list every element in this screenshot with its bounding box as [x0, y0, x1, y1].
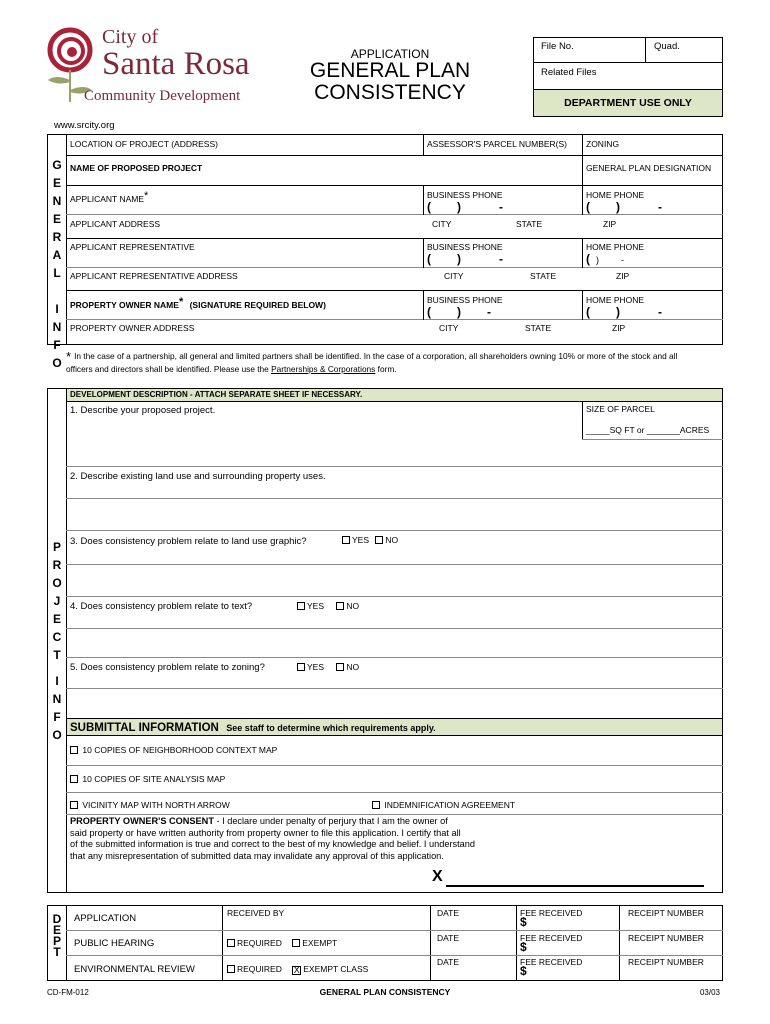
logo-santa-rosa: Santa Rosa — [102, 46, 250, 82]
exempt-class-label: EXEMPT CLASS — [303, 964, 369, 974]
checkbox-icon[interactable] — [297, 602, 305, 610]
owner-address-field[interactable]: PROPERTY OWNER ADDRESS — [70, 323, 195, 333]
dept-side-letter: D — [52, 912, 62, 926]
checkbox-icon[interactable] — [70, 801, 78, 809]
form-date: 03/03 — [699, 988, 720, 997]
yes-label: YES — [307, 662, 325, 672]
paren-open: ( — [427, 305, 431, 319]
submittal-header — [67, 719, 722, 735]
q4-options — [297, 601, 359, 611]
checkbox-icon[interactable] — [292, 939, 300, 947]
applicant-name-label: APPLICANT NAME — [70, 194, 145, 204]
checked-checkbox-icon[interactable]: X — [293, 965, 300, 975]
location-field[interactable]: LOCATION OF PROJECT (ADDRESS) — [70, 139, 218, 149]
fee-dollar[interactable]: $ — [520, 964, 527, 978]
home-phone-label: HOME PHONE — [586, 295, 645, 305]
consent-line-3: that any misrepresentation of submitted data may invalidate any approval of this application. — [70, 850, 444, 861]
business-phone-label: BUSINESS PHONE — [427, 190, 503, 200]
checkbox-icon[interactable] — [70, 746, 78, 754]
city-label: CITY — [432, 219, 452, 229]
no-label: NO — [385, 535, 399, 545]
zip-label: ZIP — [612, 323, 626, 333]
consent-line-0: - I declare under penalty of perjury that I am the owner of — [213, 816, 448, 826]
state-label: STATE — [525, 323, 552, 333]
paren-close: ) — [616, 305, 620, 319]
fee-received-label: FEE RECEIVED — [520, 908, 583, 918]
checkbox-icon[interactable] — [227, 939, 235, 947]
applicant-address-field[interactable]: APPLICANT ADDRESS — [70, 219, 161, 229]
no-label: NO — [346, 601, 360, 611]
owner-name-field[interactable] — [70, 296, 326, 310]
state-label: STATE — [516, 219, 543, 229]
general-info-side-label — [50, 156, 64, 372]
fee-received-label: FEE RECEIVED — [520, 957, 583, 967]
yes-label: YES — [352, 535, 370, 545]
req2-label: 10 COPIES OF SITE ANALYSIS MAP — [82, 774, 226, 784]
receipt-number-label[interactable]: RECEIPT NUMBER — [628, 957, 704, 967]
home-phone-label: HOME PHONE — [586, 190, 645, 200]
fee-received-label: FEE RECEIVED — [520, 933, 583, 943]
dept-side-letter: P — [52, 934, 61, 948]
footnote-line2: officers and directors shall be identified. Please use the — [66, 364, 272, 374]
website: www.srcity.org — [54, 120, 115, 131]
gp-designation-field[interactable]: GENERAL PLAN DESIGNATION — [586, 163, 712, 173]
general-side-letter: N — [52, 194, 62, 208]
project-side-letter: E — [52, 612, 61, 626]
project-side-label-top — [50, 538, 64, 664]
owner-home-phone[interactable] — [586, 305, 716, 319]
owner-sig-note: (SIGNATURE REQUIRED BELOW) — [189, 300, 326, 310]
requirement-site-analysis-map[interactable] — [70, 774, 225, 784]
project-side-letter: P — [52, 540, 61, 554]
paren-close: ) — [457, 200, 461, 214]
dash: - — [499, 200, 503, 214]
q5-options — [297, 662, 359, 672]
required-label: REQUIRED — [237, 964, 282, 974]
partnership-footnote — [66, 350, 726, 375]
owner-name-label: PROPERTY OWNER NAME — [70, 300, 179, 310]
general-side-letter: N — [52, 320, 62, 334]
zoning-field[interactable]: ZONING — [586, 139, 620, 149]
project-info-side-letter: F — [53, 710, 61, 724]
dash: - — [658, 200, 662, 214]
fee-dollar[interactable]: $ — [520, 915, 527, 929]
dash: - — [499, 252, 503, 266]
city-label: CITY — [439, 323, 459, 333]
asterisk: * — [178, 296, 184, 308]
project-side-letter: J — [53, 594, 61, 608]
environmental-options — [227, 964, 368, 975]
zip-label: ZIP — [603, 219, 617, 229]
project-name-field[interactable]: NAME OF PROPOSED PROJECT — [70, 163, 203, 173]
general-side-letter — [50, 282, 64, 300]
form-title-line2: CONSISTENCY — [314, 81, 466, 104]
asterisk: * — [144, 190, 149, 202]
signature-line[interactable] — [446, 885, 704, 887]
paren-close: ) — [596, 255, 599, 265]
checkbox-icon[interactable] — [336, 602, 344, 610]
asterisk: * — [66, 349, 72, 364]
paren-open: ( — [427, 200, 431, 214]
exempt-label: EXEMPT — [302, 938, 338, 948]
question-5[interactable]: 5. Does consistency problem relate to zoning? — [70, 662, 265, 673]
project-side-letter: C — [52, 630, 62, 644]
rep-home-phone[interactable] — [586, 252, 716, 266]
question-2[interactable]: 2. Describe existing land use and surrounding property uses. — [70, 471, 326, 482]
received-by-label[interactable]: RECEIVED BY — [227, 908, 285, 918]
req1-label: 10 COPIES OF NEIGHBORHOOD CONTEXT MAP — [82, 745, 278, 755]
consent-line-2: of the submitted information is true and correct to the best of my knowledge and belief. I understand — [70, 839, 475, 849]
applicant-name-field[interactable] — [70, 190, 148, 204]
date-label[interactable]: DATE — [437, 933, 460, 943]
checkbox-icon[interactable] — [342, 536, 350, 544]
checkbox-icon[interactable] — [297, 663, 305, 671]
dash: - — [621, 255, 624, 265]
applicant-rep-address-field[interactable]: APPLICANT REPRESENTATIVE ADDRESS — [70, 271, 238, 281]
fee-dollar[interactable]: $ — [520, 940, 527, 954]
footer-title: GENERAL PLAN CONSISTENCY — [319, 987, 451, 997]
dept-row-application: APPLICATION — [74, 913, 137, 924]
consent-title: PROPERTY OWNER'S CONSENT — [70, 816, 214, 826]
form-code: CD-FM-012 — [47, 988, 89, 997]
general-side-letter: L — [53, 266, 61, 280]
general-side-letter: E — [52, 212, 61, 226]
dash: - — [658, 305, 662, 319]
zip-label: ZIP — [616, 271, 630, 281]
rep-business-phone[interactable] — [427, 252, 577, 266]
checkbox-icon[interactable] — [227, 965, 235, 973]
general-side-letter: R — [52, 230, 62, 244]
applicant-rep-field[interactable]: APPLICANT REPRESENTATIVE — [70, 242, 195, 252]
requirement-vicinity-map[interactable] — [70, 800, 230, 810]
no-label: NO — [346, 662, 360, 672]
paren-close: ) — [616, 200, 620, 214]
paren-open: ( — [586, 200, 590, 214]
owner-business-phone[interactable] — [427, 305, 577, 319]
question-3[interactable]: 3. Does consistency problem relate to land use graphic? — [70, 536, 307, 547]
project-side-letter: T — [53, 648, 61, 662]
paren-open: ( — [586, 305, 590, 319]
general-side-letter: I — [55, 302, 59, 316]
paren-open: ( — [586, 252, 590, 266]
signature-x: X — [432, 868, 443, 885]
project-info-side-letter: N — [52, 692, 62, 706]
req4-label: INDEMNIFICATION AGREEMENT — [384, 800, 516, 810]
department-use-only: DEPARTMENT USE ONLY — [534, 90, 722, 116]
project-info-side-letter: I — [55, 674, 59, 688]
general-side-letter: O — [52, 356, 62, 370]
parcel-size-field[interactable]: _____SQ FT or _______ACRES — [586, 425, 710, 435]
state-label: STATE — [530, 271, 557, 281]
question-1[interactable]: 1. Describe your proposed project. — [70, 405, 216, 416]
applicant-business-phone[interactable] — [427, 200, 577, 214]
checkbox-icon[interactable] — [375, 536, 383, 544]
general-side-letter: G — [52, 158, 62, 172]
general-side-letter: E — [52, 176, 61, 190]
requirement-neighborhood-map[interactable] — [70, 745, 277, 755]
logo-city-of: City of — [102, 26, 159, 48]
receipt-number-label[interactable]: RECEIPT NUMBER — [628, 933, 704, 943]
related-files-field[interactable]: Related Files — [541, 67, 597, 78]
application-label: APPLICATION — [350, 47, 430, 61]
dept-row-environmental: ENVIRONMENTAL REVIEW — [74, 964, 195, 975]
general-side-letter: A — [52, 248, 62, 262]
dept-side-letter: E — [52, 923, 61, 937]
home-phone-label: HOME PHONE — [586, 242, 645, 252]
paren-open: ( — [427, 252, 431, 266]
dash: - — [487, 305, 491, 319]
q3-options — [342, 535, 398, 545]
business-phone-label: BUSINESS PHONE — [427, 242, 503, 252]
submittal-note: See staff to determine which requirements apply. — [226, 723, 436, 733]
owner-consent — [70, 816, 540, 862]
req3-label: VICINITY MAP WITH NORTH ARROW — [82, 800, 230, 810]
project-side-label-bottom — [50, 672, 64, 744]
question-4[interactable]: 4. Does consistency problem relate to text? — [70, 601, 253, 612]
project-side-letter: R — [52, 558, 62, 572]
checkbox-icon[interactable] — [70, 775, 78, 783]
file-no-field[interactable]: File No. — [541, 41, 574, 52]
date-label[interactable]: DATE — [437, 957, 460, 967]
dept-row-public-hearing: PUBLIC HEARING — [74, 938, 155, 949]
size-of-parcel-label: SIZE OF PARCEL — [586, 404, 655, 414]
checkbox-icon[interactable] — [336, 663, 344, 671]
consent-line-1: said property or have written authority from property owner to file this application. I certify that all — [70, 827, 461, 838]
assessor-field[interactable]: ASSESSOR'S PARCEL NUMBER(S) — [427, 139, 568, 149]
dept-side-label — [50, 914, 64, 958]
dept-side-letter: T — [53, 945, 61, 959]
hearing-options — [227, 938, 337, 948]
requirement-indemnification[interactable] — [372, 800, 515, 810]
development-description-header: DEVELOPMENT DESCRIPTION - ATTACH SEPARATE SHEET IF NECESSARY. — [67, 389, 722, 401]
footnote-line2-end: form. — [375, 364, 397, 374]
date-label[interactable]: DATE — [437, 908, 460, 918]
receipt-number-label[interactable]: RECEIPT NUMBER — [628, 908, 704, 918]
general-side-letter: F — [53, 338, 61, 352]
paren-close: ) — [457, 252, 461, 266]
project-side-letter: O — [52, 576, 62, 590]
form-title-line1: GENERAL PLAN — [309, 59, 471, 82]
required-label: REQUIRED — [237, 938, 282, 948]
business-phone-label: BUSINESS PHONE — [427, 295, 503, 305]
city-label: CITY — [444, 271, 464, 281]
checkbox-icon[interactable] — [372, 801, 380, 809]
logo-community-development: Community Development — [84, 88, 241, 104]
submittal-title: SUBMITTAL INFORMATION — [70, 722, 219, 734]
yes-label: YES — [307, 601, 325, 611]
quad-field[interactable]: Quad. — [654, 41, 680, 52]
paren-close: ) — [457, 305, 461, 319]
applicant-home-phone[interactable] — [586, 200, 716, 214]
form-title — [290, 60, 490, 104]
partnerships-link[interactable]: Partnerships & Corporations — [271, 364, 376, 374]
city-logo — [40, 26, 255, 108]
project-info-side-letter: O — [52, 728, 62, 742]
footnote-line1: In the case of a partnership, all general and limited partners shall be identified. In the case of a corporation, all shareholders owning 10% or more of the stock and all — [74, 351, 678, 361]
